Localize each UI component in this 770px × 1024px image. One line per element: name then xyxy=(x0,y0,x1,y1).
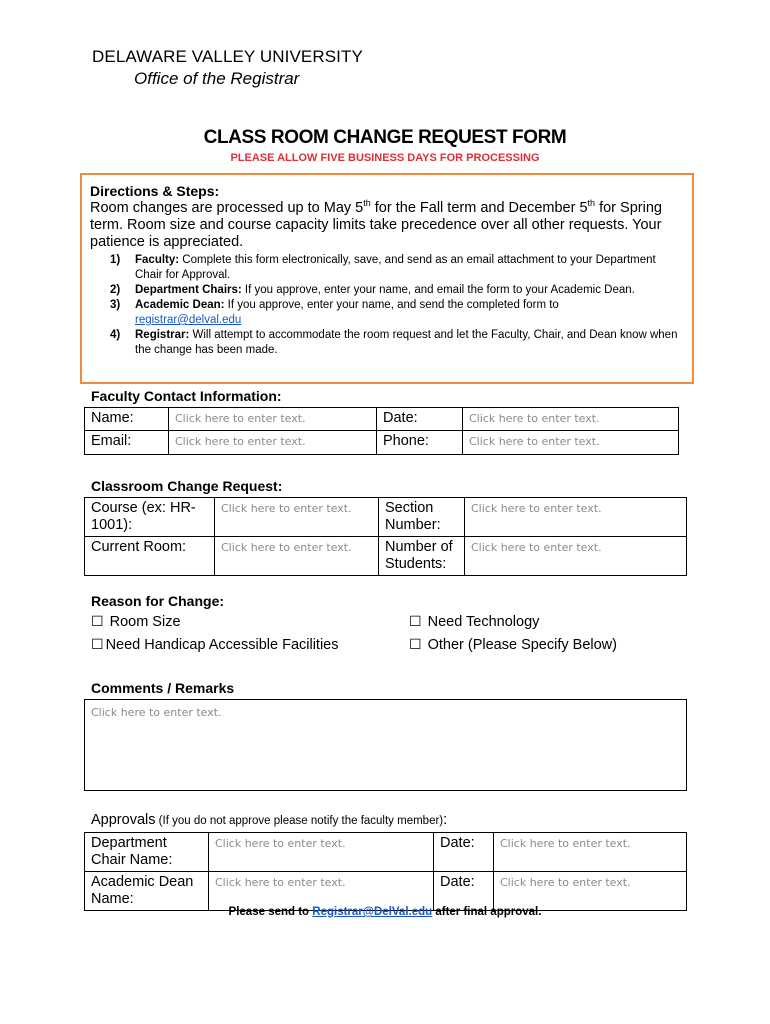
room-size-option[interactable] xyxy=(91,613,181,630)
checkbox-icon[interactable]: ☐ xyxy=(91,613,104,629)
chair-date-field[interactable] xyxy=(494,833,687,872)
date-placeholder: Click here to enter text. xyxy=(469,412,600,425)
dean-date-label: Date: xyxy=(434,872,494,911)
checkbox-icon[interactable]: ☐ xyxy=(409,636,422,652)
name-field[interactable] xyxy=(169,408,377,431)
footer-suffix: after final approval. xyxy=(432,906,542,918)
name-label: Name: xyxy=(85,408,169,431)
directions-text-c: for Spring term. Room size and course capacity limits take precedence over all other requests. Your patience is appreciated. xyxy=(90,200,662,250)
approvals-note: (If you do not approve please notify the faculty member) xyxy=(155,815,444,827)
checkbox-icon[interactable]: ☐ xyxy=(91,636,104,652)
step-label: Academic Dean: xyxy=(135,299,225,311)
chair-field[interactable] xyxy=(209,833,434,872)
directions-text-a: Room changes are processed up to May 5 xyxy=(90,200,364,216)
room-placeholder: Click here to enter text. xyxy=(221,541,352,554)
students-field[interactable] xyxy=(465,537,687,576)
course-field[interactable] xyxy=(215,498,379,537)
step-number: 4) xyxy=(110,329,121,341)
directions-text-b: for the Fall term and December 5 xyxy=(370,200,588,216)
section-label: Section Number: xyxy=(379,498,465,537)
university-name: DELAWARE VALLEY UNIVERSITY xyxy=(92,47,363,66)
form-subtitle: PLEASE ALLOW FIVE BUSINESS DAYS FOR PROCESSING xyxy=(230,152,540,164)
steps-list xyxy=(90,253,684,358)
form-title: CLASS ROOM CHANGE REQUEST FORM xyxy=(203,127,567,148)
handicap-option[interactable] xyxy=(91,636,338,653)
comments-placeholder: Click here to enter text. xyxy=(91,706,222,719)
directions-heading: Directions & Steps: xyxy=(90,183,220,199)
course-placeholder: Click here to enter text. xyxy=(221,502,352,515)
reason-heading: Reason for Change: xyxy=(91,593,225,609)
directions-sup-b: th xyxy=(587,198,596,209)
footer-prefix: Please send to xyxy=(228,906,313,918)
section-field[interactable] xyxy=(465,498,687,537)
dean-field[interactable] xyxy=(209,872,434,911)
course-label: Course (ex: HR-1001): xyxy=(85,498,215,537)
date-label: Date: xyxy=(377,408,463,431)
step-text: Will attempt to accommodate the room request and let the Faculty, Chair, and Dean know when the change has been made. xyxy=(135,329,678,356)
comments-field[interactable] xyxy=(84,699,687,791)
footer-note xyxy=(0,906,770,918)
technology-option[interactable] xyxy=(409,613,539,630)
room-field[interactable] xyxy=(215,537,379,576)
office-name: Office of the Registrar xyxy=(134,69,300,88)
step-item xyxy=(110,328,684,358)
phone-label: Phone: xyxy=(377,431,463,455)
room-label: Current Room: xyxy=(85,537,215,576)
chair-placeholder: Click here to enter text. xyxy=(215,837,346,850)
step-label: Registrar: xyxy=(135,329,190,341)
step-text: If you approve, enter your name, and email the form to your Academic Dean. xyxy=(241,284,635,296)
step-text: If you approve, enter your name, and send the completed form to xyxy=(224,299,559,311)
directions-sup-a: th xyxy=(363,198,371,209)
registrar-email-link[interactable]: registrar@delval.edu xyxy=(135,314,242,326)
footer-email-link[interactable]: Registrar@DelVal.edu xyxy=(312,906,433,918)
dean-label: Academic Dean Name: xyxy=(85,872,209,911)
faculty-table xyxy=(84,407,679,455)
comments-heading: Comments / Remarks xyxy=(91,680,235,696)
chair-date-label: Date: xyxy=(434,833,494,872)
approvals-colon: : xyxy=(443,812,448,828)
directions-box xyxy=(80,173,694,384)
dean-date-field[interactable] xyxy=(494,872,687,911)
directions-text xyxy=(90,200,684,251)
approvals-title: Approvals xyxy=(91,812,156,828)
other-label: Other (Please Specify Below) xyxy=(423,637,617,653)
phone-field[interactable] xyxy=(463,431,679,455)
step-number: 1) xyxy=(110,254,121,266)
approvals-heading xyxy=(91,812,447,828)
checkbox-icon[interactable]: ☐ xyxy=(409,613,422,629)
dean-date-placeholder: Click here to enter text. xyxy=(500,876,631,889)
students-label: Number of Students: xyxy=(379,537,465,576)
classroom-table xyxy=(84,497,687,576)
chair-label: Department Chair Name: xyxy=(85,833,209,872)
date-field[interactable] xyxy=(463,408,679,431)
approvals-table xyxy=(84,832,687,911)
step-number: 3) xyxy=(110,299,121,311)
step-label: Faculty: xyxy=(135,254,180,266)
step-number: 2) xyxy=(110,284,121,296)
email-field[interactable] xyxy=(169,431,377,455)
classroom-heading: Classroom Change Request: xyxy=(91,478,283,494)
dean-placeholder: Click here to enter text. xyxy=(215,876,346,889)
email-label: Email: xyxy=(85,431,169,455)
step-item xyxy=(110,298,684,328)
phone-placeholder: Click here to enter text. xyxy=(469,435,600,448)
handicap-label: Need Handicap Accessible Facilities xyxy=(105,637,339,653)
section-placeholder: Click here to enter text. xyxy=(471,502,602,515)
students-placeholder: Click here to enter text. xyxy=(471,541,602,554)
technology-label: Need Technology xyxy=(423,614,540,630)
email-placeholder: Click here to enter text. xyxy=(175,435,306,448)
step-item xyxy=(110,283,684,298)
step-text: Complete this form electronically, save, and send as an email attachment to your Department Chair for Approval. xyxy=(135,254,656,281)
chair-date-placeholder: Click here to enter text. xyxy=(500,837,631,850)
faculty-heading: Faculty Contact Information: xyxy=(91,388,282,404)
step-label: Department Chairs: xyxy=(135,284,242,296)
name-placeholder: Click here to enter text. xyxy=(175,412,306,425)
step-item xyxy=(110,253,684,283)
other-option[interactable] xyxy=(409,636,617,653)
room-size-label: Room Size xyxy=(105,614,181,630)
